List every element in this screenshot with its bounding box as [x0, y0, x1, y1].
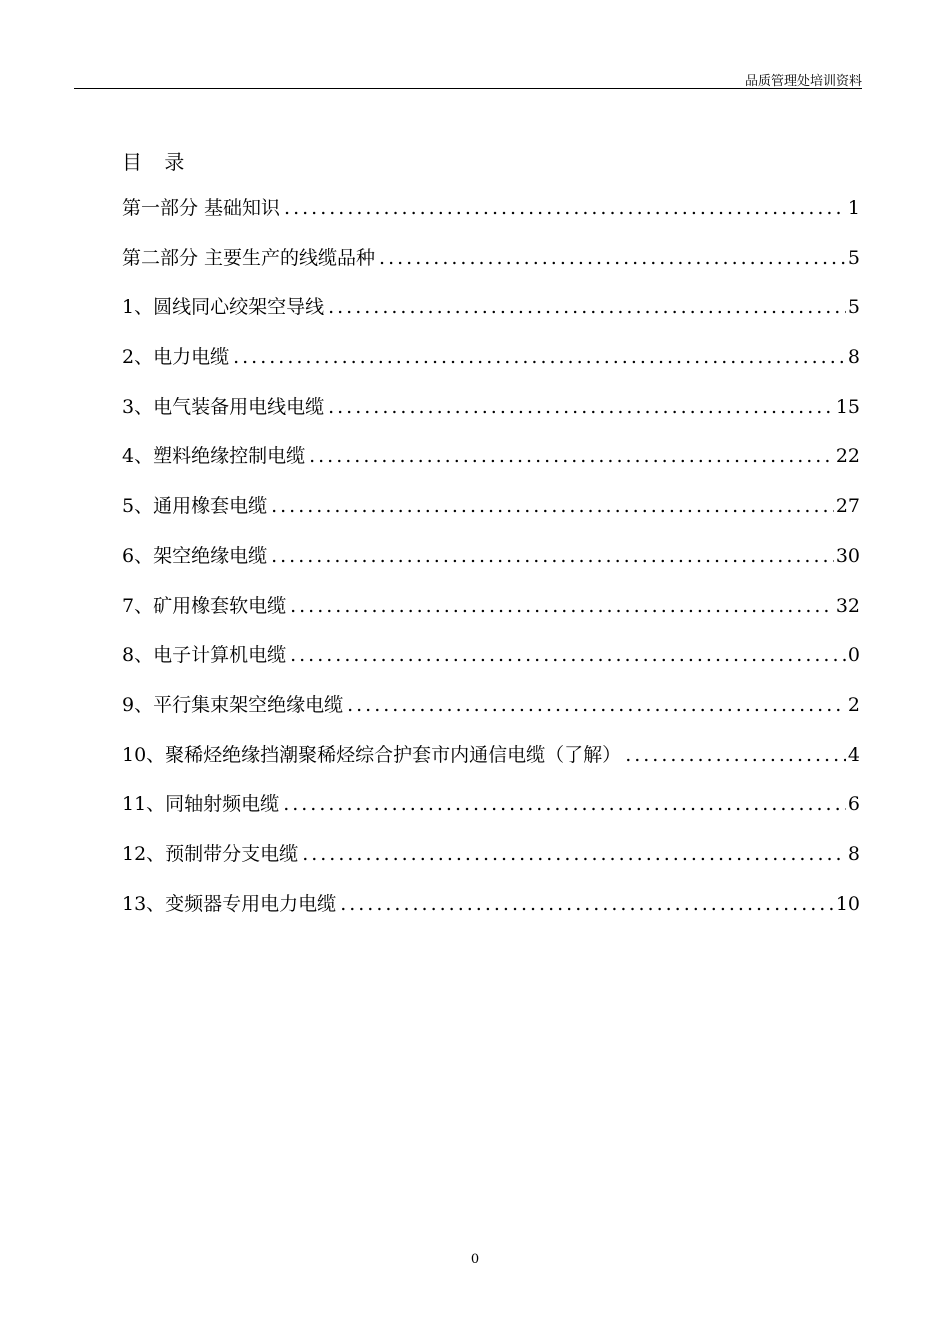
toc-leader-dots: [271, 545, 834, 567]
toc-entry-label: 2、电力电缆: [122, 346, 230, 369]
toc-entry[interactable]: [122, 541, 860, 591]
toc-leader-dots: [284, 197, 846, 219]
header-rule: [74, 88, 862, 89]
toc-leader-dots: [340, 893, 834, 915]
toc-leader-dots: [290, 595, 834, 617]
toc-entry[interactable]: [122, 342, 860, 392]
toc-entry-page: 4: [847, 743, 860, 766]
toc-entry-label: 13、变频器专用电力电缆: [122, 892, 337, 915]
toc-entry-label: 6、架空绝缘电缆: [122, 544, 268, 567]
toc-entry-page: 2: [847, 693, 860, 716]
page-number: 0: [470, 1252, 480, 1267]
toc-entry-label: 9、平行集束架空绝缘电缆: [122, 693, 344, 716]
header-text: 品质管理处培训资料: [744, 74, 862, 89]
toc-entry-page: 27: [835, 495, 860, 518]
table-of-contents: [122, 193, 860, 938]
toc-leader-dots: [379, 247, 846, 269]
toc-leader-dots: [328, 296, 846, 318]
toc-entry-page: 0: [847, 644, 860, 667]
toc-entry-label: 11、同轴射频电缆: [122, 793, 280, 816]
toc-entry[interactable]: [122, 640, 860, 690]
toc-entry-page: 10: [835, 892, 860, 915]
toc-leader-dots: [328, 396, 834, 418]
toc-entry[interactable]: [122, 591, 860, 641]
toc-entry-page: 6: [847, 793, 860, 816]
toc-title: 目 录: [122, 150, 193, 174]
toc-entry[interactable]: [122, 193, 860, 243]
toc-leader-dots: [233, 346, 846, 368]
toc-entry[interactable]: [122, 243, 860, 293]
toc-entry[interactable]: [122, 441, 860, 491]
toc-entry-page: 15: [835, 395, 860, 418]
toc-entry-page: 5: [847, 246, 860, 269]
toc-entry-label: 12、预制带分支电缆: [122, 842, 299, 865]
toc-entry-page: 8: [847, 346, 860, 369]
toc-entry[interactable]: [122, 292, 860, 342]
toc-entry-page: 30: [835, 544, 860, 567]
toc-leader-dots: [347, 694, 846, 716]
toc-entry-label: 4、塑料绝缘控制电缆: [122, 445, 306, 468]
toc-entry[interactable]: [122, 491, 860, 541]
toc-entry[interactable]: [122, 690, 860, 740]
toc-entry[interactable]: [122, 392, 860, 442]
toc-entry-label: 8、电子计算机电缆: [122, 644, 287, 667]
toc-entry[interactable]: [122, 740, 860, 790]
toc-entry-label: 3、电气装备用电线电缆: [122, 395, 325, 418]
toc-entry-label: 10、聚稀烃绝缘挡潮聚稀烃综合护套市内通信电缆（了解）: [122, 743, 622, 766]
toc-entry[interactable]: [122, 889, 860, 939]
toc-entry[interactable]: [122, 789, 860, 839]
toc-entry-page: 5: [847, 296, 860, 319]
toc-entry[interactable]: [122, 839, 860, 889]
toc-entry-page: 32: [835, 594, 860, 617]
toc-leader-dots: [271, 495, 834, 517]
toc-leader-dots: [309, 445, 834, 467]
toc-leader-dots: [283, 793, 846, 815]
toc-entry-label: 第二部分 主要生产的线缆品种: [122, 246, 376, 269]
toc-leader-dots: [625, 744, 846, 766]
toc-entry-label: 1、圆线同心绞架空导线: [122, 296, 325, 319]
toc-entry-page: 1: [847, 197, 860, 219]
toc-entry-label: 7、矿用橡套软电缆: [122, 594, 287, 617]
toc-entry-label: 第一部分 基础知识: [122, 197, 281, 219]
toc-leader-dots: [290, 644, 846, 666]
toc-entry-page: 8: [847, 842, 860, 865]
toc-entry-page: 22: [835, 445, 860, 468]
toc-entry-label: 5、通用橡套电缆: [122, 495, 268, 518]
toc-leader-dots: [302, 843, 846, 865]
